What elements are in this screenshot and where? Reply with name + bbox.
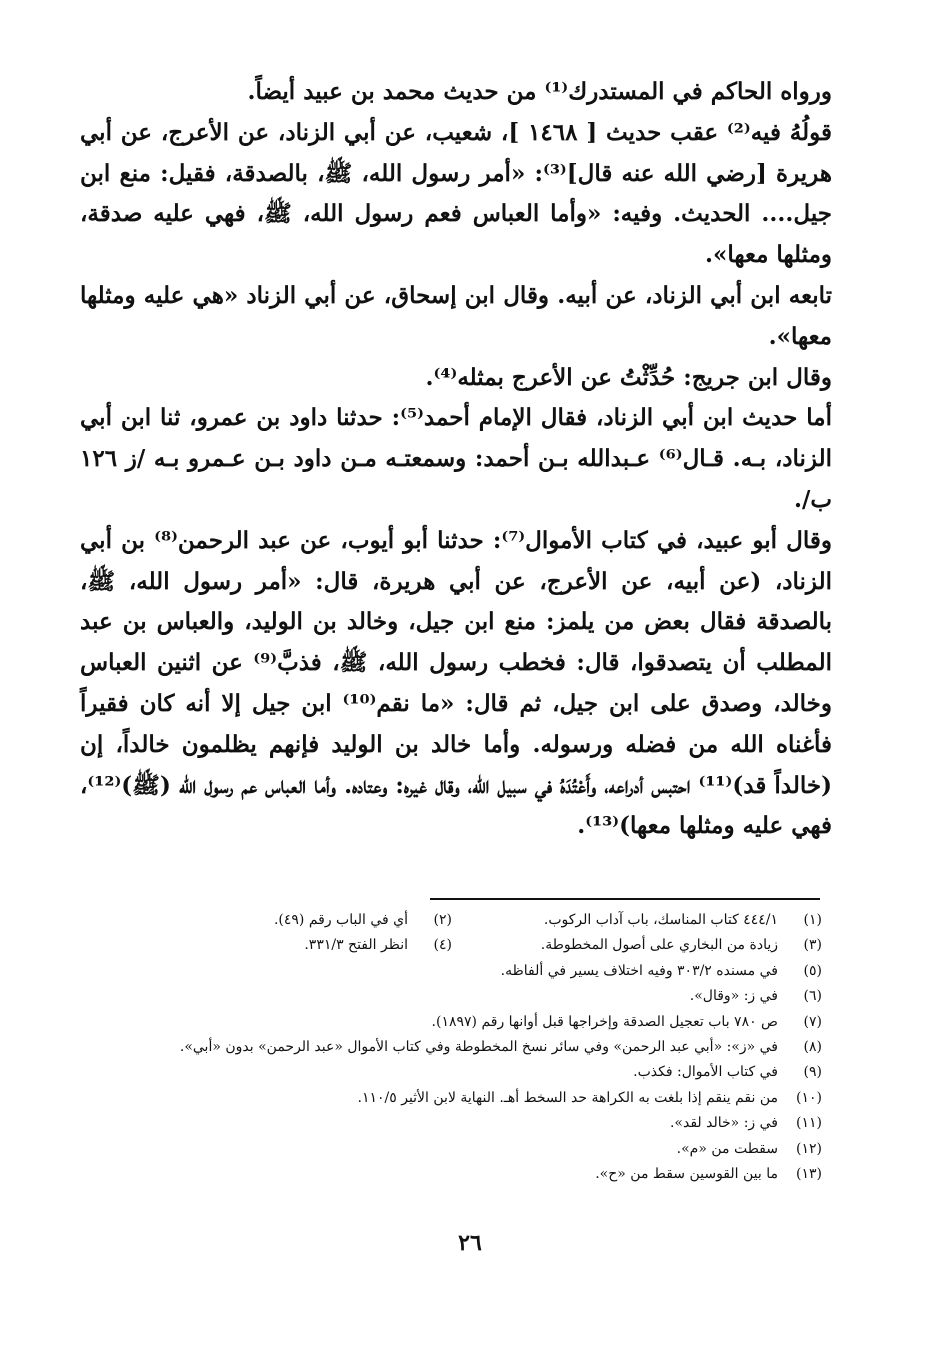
footnote-text: في ز: «وقال». — [689, 988, 778, 1005]
footnote-number: (٦) — [803, 988, 822, 1005]
footnote-row — [110, 933, 822, 958]
footnote-divider — [430, 898, 820, 900]
footnote-8 — [110, 1035, 822, 1060]
footnote-4 — [304, 933, 452, 958]
footnote-number: (٤) — [433, 937, 452, 954]
footnote-number: (١٢) — [796, 1140, 822, 1157]
paragraph-3: تابعه ابن أبي الزناد، عن أبيه. وقال ابن إسحاق، عن أبي الزناد «هي عليه ومثلها معها». — [80, 281, 832, 350]
footnote-text: أي في الباب رقم (٤٩). — [273, 912, 408, 928]
paragraph-6: وقال أبو عبيد، في كتاب الأموال⁽⁷⁾: حدثنا أبو أيوب، عن عبد الرحمن⁽⁸⁾ بن أبي الزناد، (عن أبيه، عن الأعرج، عن أبي هريرة، قال: «أمر رسول الله، ﷺ، بالصدقة فقال بعض من يلمز: منع ابن جيل، وخالد بن الوليد، والعباس بن عبد المطلب أن يتصدقوا، قال: فخطب رسول الله، ﷺ، فذبَّ⁽⁹⁾ عن اثنين العباس وخالد، وصدق على ابن جيل، ثم قال: «ما نقم⁽¹⁰⁾ ابن جيل إلا أنه كان فقيراً فأغناه الله من فضله ورسوله. وأما خالد بن الوليد فإنهم يظلمون خالداً، إن (خالداً قد)⁽¹¹⁾ احتبس أدراعه، وأَعْتُدَهُ في سبيل الله، وقال غيره: وعتاده. وأما العباس عم رسول الله (ﷺ)⁽¹²⁾، فهي عليه ومثلها معها)⁽¹³⁾. — [80, 526, 832, 840]
footnote-text: زيادة من البخاري على أصول المخطوطة. — [540, 937, 778, 954]
footnote-text: ما بين القوسين سقط من «ح». — [595, 1166, 778, 1183]
footnote-11 — [110, 1111, 822, 1136]
main-text-block — [80, 72, 832, 847]
paragraph-1: ورواه الحاكم في المستدرك⁽¹⁾ من حديث محمد بن عبيد أيضاً. — [247, 78, 832, 105]
footnote-text: سقطت من «م». — [676, 1140, 778, 1157]
footnotes-block — [110, 908, 822, 1187]
footnote-text: في «ز»: «أبي عبد الرحمن» وفي سائر نسخ المخطوطة وفي كتاب الأموال «عبد الرحمن» بدون «أبي». — [179, 1039, 778, 1056]
footnote-text: انظر الفتح ٣٣١/٣. — [304, 937, 408, 954]
footnote-row — [110, 908, 822, 933]
paragraph-4: وقال ابن جريج: حُدِّثْتُ عن الأعرج بمثله⁽⁴⁾. — [425, 363, 832, 391]
footnote-5 — [110, 959, 822, 984]
footnote-number: (١١) — [796, 1115, 822, 1132]
footnote-6 — [110, 984, 822, 1009]
footnote-text: في كتاب الأموال: فكذب. — [633, 1064, 778, 1081]
footnote-10 — [110, 1086, 822, 1111]
footnote-text: ٤٤٤/١ كتاب المناسك، باب آداب الركوب. — [543, 912, 778, 928]
footnote-number: (٧) — [803, 1013, 822, 1030]
footnote-number: (١٣) — [796, 1166, 822, 1183]
footnote-text: ص ٧٨٠ باب تعجيل الصدقة وإخراجها قبل أوانها رقم (١٨٩٧). — [431, 1013, 778, 1030]
footnote-text: في ز: «خالد لقد». — [669, 1115, 778, 1132]
footnote-number: (١) — [803, 912, 822, 928]
footnote-7 — [110, 1010, 822, 1035]
footnote-number: (٩) — [803, 1064, 822, 1081]
footnote-13 — [110, 1162, 822, 1187]
footnote-number: (١٠) — [796, 1089, 822, 1106]
footnote-12 — [110, 1137, 822, 1162]
paragraph-2: قولُهُ فيه⁽²⁾ عقب حديث [ ١٤٦٨ ]، شعيب، عن أبي الزناد، عن الأعرج، عن أبي هريرة [رضي الله عنه قال]⁽³⁾: «أمر رسول الله، ﷺ، بالصدقة، فقيل: منع ابن جيل.... الحديث. وفيه: «وأما العباس فعم رسول الله، ﷺ، فهي عليه صدقة، ومثلها معها». — [80, 118, 833, 269]
paragraph-5: أما حديث ابن أبي الزناد، فقال الإمام أحمد⁽⁵⁾: حدثنا داود بن عمرو، ثنا ابن أبي الزناد، بـه. قـال⁽⁶⁾ عـبدالله بـن أحمد: وسمعتـه مـن داود بـن عـمرو بـه /ز ١٢٦ ب/. — [80, 404, 832, 513]
footnote-text: من نقم ينقم إذا بلغت به الكراهة حد السخط أهـ. النهاية لابن الأثير ١١٠/٥. — [357, 1089, 778, 1106]
footnote-number: (٨) — [803, 1039, 822, 1056]
footnote-number: (٣) — [803, 937, 822, 954]
page-number: ٢٦ — [458, 1230, 482, 1256]
footnote-2 — [274, 908, 452, 933]
footnote-1 — [452, 908, 822, 933]
footnote-number: (٢) — [433, 912, 452, 928]
footnote-9 — [110, 1060, 822, 1085]
footnote-number: (٥) — [803, 962, 822, 979]
footnote-3 — [452, 933, 822, 958]
footnote-text: في مسنده ٣٠٣/٢ وفيه اختلاف يسير في ألفاظه. — [500, 962, 778, 979]
